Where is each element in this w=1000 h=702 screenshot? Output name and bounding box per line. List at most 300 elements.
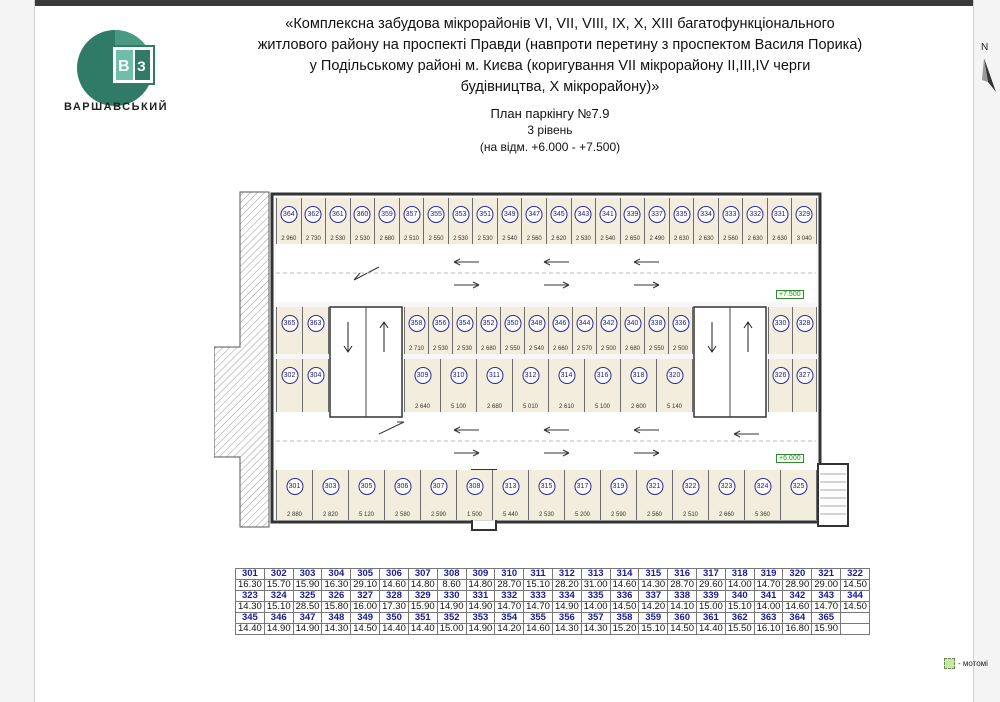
table-cell-area: 14.40 xyxy=(697,624,726,635)
parking-space-328 xyxy=(793,307,817,354)
space-number: 353 xyxy=(452,206,469,223)
table-cell-space-number: 329 xyxy=(408,591,437,602)
parking-space-309 xyxy=(405,359,441,412)
parking-space-331 xyxy=(768,198,793,244)
table-cell-area xyxy=(841,624,870,635)
table-cell-space-number: 337 xyxy=(639,591,668,602)
title-line-4: будівництва, X мікрорайону)» xyxy=(460,79,660,95)
space-width-dimension: 2 550 xyxy=(428,236,444,242)
space-width-dimension: 2 530 xyxy=(432,346,448,352)
stall-row-top xyxy=(276,198,817,244)
table-cell-area: 16.80 xyxy=(783,624,812,635)
space-number: 312 xyxy=(522,367,539,384)
parking-space-348 xyxy=(525,307,549,354)
plan-level: 3 рівень xyxy=(527,123,573,137)
parking-space-307 xyxy=(421,470,457,520)
table-cell-space-number: 326 xyxy=(322,591,351,602)
space-width-dimension: 5 120 xyxy=(358,512,374,518)
space-width-dimension: 2 660 xyxy=(718,512,734,518)
table-cell-space-number: 330 xyxy=(437,591,466,602)
parking-space-349 xyxy=(498,198,523,244)
space-number: 336 xyxy=(672,315,689,332)
space-width-dimension: 2 680 xyxy=(379,236,395,242)
space-number: 329 xyxy=(796,206,813,223)
parking-space-364 xyxy=(277,198,302,244)
table-cell-space-number: 317 xyxy=(697,569,726,580)
parking-space-321 xyxy=(637,470,673,520)
space-number: 339 xyxy=(624,206,641,223)
space-number: 327 xyxy=(796,367,813,384)
table-cell-space-number: 308 xyxy=(437,569,466,580)
space-width-dimension: 2 580 xyxy=(394,512,410,518)
table-cell-space-number: 356 xyxy=(552,613,581,624)
parking-space-355 xyxy=(424,198,449,244)
stall-row-mid-upper-right xyxy=(768,307,817,354)
legend xyxy=(944,658,988,669)
parking-space-325 xyxy=(781,470,817,520)
space-number: 328 xyxy=(796,315,813,332)
table-row-areas xyxy=(236,602,870,613)
parking-space-350 xyxy=(501,307,525,354)
space-width-dimension: 2 680 xyxy=(486,404,502,410)
table-cell-space-number: 348 xyxy=(322,613,351,624)
table-cell-space-number: 302 xyxy=(264,569,293,580)
space-number: 320 xyxy=(666,367,683,384)
stall-row-mid-lower-right xyxy=(768,359,817,412)
stall-row-bottom xyxy=(276,470,817,520)
parking-space-314 xyxy=(549,359,585,412)
space-number: 316 xyxy=(594,367,611,384)
table-cell-space-number: 347 xyxy=(293,613,322,624)
space-number: 361 xyxy=(329,206,346,223)
space-number: 350 xyxy=(504,315,521,332)
space-number: 348 xyxy=(528,315,545,332)
table-cell-area: 15.10 xyxy=(725,602,754,613)
table-cell-area: 29.00 xyxy=(812,580,841,591)
parking-space-340 xyxy=(621,307,645,354)
space-width-dimension: 2 680 xyxy=(624,346,640,352)
table-cell-space-number: 351 xyxy=(408,613,437,624)
logo-text: ВАРШАВСЬКИЙ xyxy=(63,101,169,113)
table-row-numbers xyxy=(236,613,870,624)
table-cell-area: 8.60 xyxy=(437,580,466,591)
table-cell-space-number: 333 xyxy=(524,591,553,602)
parking-space-311 xyxy=(477,359,513,412)
space-number: 304 xyxy=(307,367,324,384)
space-number: 311 xyxy=(486,367,503,384)
table-cell-area: 14.40 xyxy=(408,624,437,635)
space-number: 308 xyxy=(466,478,483,495)
parking-space-338 xyxy=(645,307,669,354)
table-cell-space-number: 361 xyxy=(697,613,726,624)
parking-space-357 xyxy=(400,198,425,244)
table-cell-space-number: 360 xyxy=(668,613,697,624)
space-width-dimension: 2 630 xyxy=(674,236,690,242)
parking-space-344 xyxy=(573,307,597,354)
table-cell-area: 14.70 xyxy=(524,602,553,613)
table-row-numbers xyxy=(236,591,870,602)
table-cell-area: 28.70 xyxy=(668,580,697,591)
parking-plan xyxy=(214,172,868,552)
parking-space-347 xyxy=(522,198,547,244)
space-width-dimension: 2 490 xyxy=(649,236,665,242)
table-cell-space-number: 303 xyxy=(293,569,322,580)
table-cell-space-number: 321 xyxy=(812,569,841,580)
parking-space-363 xyxy=(303,307,329,354)
parking-space-324 xyxy=(745,470,781,520)
table-cell-area: 14.50 xyxy=(841,580,870,591)
space-number: 343 xyxy=(575,206,592,223)
space-number: 322 xyxy=(682,478,699,495)
table-cell-area: 14.30 xyxy=(322,624,351,635)
space-number: 337 xyxy=(648,206,665,223)
space-number: 355 xyxy=(428,206,445,223)
space-width-dimension: 5 100 xyxy=(594,404,610,410)
space-number: 356 xyxy=(432,315,449,332)
space-width-dimension: 2 530 xyxy=(538,512,554,518)
parking-space-343 xyxy=(572,198,597,244)
space-number: 351 xyxy=(477,206,494,223)
table-cell-space-number: 365 xyxy=(812,613,841,624)
parking-space-317 xyxy=(565,470,601,520)
space-width-dimension: 2 590 xyxy=(430,512,446,518)
table-cell-space-number: 342 xyxy=(783,591,812,602)
table-cell-area: 14.90 xyxy=(264,624,293,635)
table-cell-space-number: 346 xyxy=(264,613,293,624)
table-cell-area: 14.60 xyxy=(610,580,639,591)
table-cell-space-number: 336 xyxy=(610,591,639,602)
parking-space-354 xyxy=(453,307,477,354)
parking-space-346 xyxy=(549,307,573,354)
table-cell-space-number: 307 xyxy=(408,569,437,580)
document-title xyxy=(200,14,920,98)
table-cell-area: 15.90 xyxy=(812,624,841,635)
space-number: 359 xyxy=(378,206,395,223)
table-cell-area: 14.90 xyxy=(466,624,495,635)
space-width-dimension: 2 510 xyxy=(682,512,698,518)
space-number: 326 xyxy=(772,367,789,384)
svg-text:З: З xyxy=(137,58,146,74)
table-cell-space-number: 309 xyxy=(466,569,495,580)
table-cell-space-number: 358 xyxy=(610,613,639,624)
space-number: 324 xyxy=(754,478,771,495)
table-cell-space-number: 314 xyxy=(610,569,639,580)
space-width-dimension: 2 630 xyxy=(747,236,763,242)
parking-space-322 xyxy=(673,470,709,520)
table-cell-space-number: 301 xyxy=(236,569,265,580)
parking-space-323 xyxy=(709,470,745,520)
space-width-dimension: 2 560 xyxy=(646,512,662,518)
table-cell-area: 14.90 xyxy=(437,602,466,613)
parking-space-339 xyxy=(621,198,646,244)
space-width-dimension: 2 610 xyxy=(558,404,574,410)
table-cell-area: 14.70 xyxy=(754,580,783,591)
table-cell-area: 14.90 xyxy=(552,602,581,613)
space-width-dimension: 1 500 xyxy=(466,512,482,518)
parking-space-352 xyxy=(477,307,501,354)
parking-space-319 xyxy=(601,470,637,520)
parking-space-332 xyxy=(743,198,768,244)
table-cell-space-number: 354 xyxy=(495,613,524,624)
table-cell-space-number: 341 xyxy=(754,591,783,602)
table-cell-area: 16.30 xyxy=(322,580,351,591)
table-cell-space-number: 306 xyxy=(380,569,409,580)
stall-row-mid-upper-left xyxy=(276,307,329,354)
table-cell-space-number: 316 xyxy=(668,569,697,580)
space-width-dimension: 2 630 xyxy=(698,236,714,242)
table-cell-space-number: 332 xyxy=(495,591,524,602)
parking-space-304 xyxy=(303,359,329,412)
table-cell-space-number: 357 xyxy=(581,613,610,624)
space-number: 357 xyxy=(403,206,420,223)
space-width-dimension: 2 730 xyxy=(305,236,321,242)
table-cell-area: 15.00 xyxy=(697,602,726,613)
table-cell-area: 28.90 xyxy=(783,580,812,591)
table-cell-space-number: 359 xyxy=(639,613,668,624)
space-width-dimension: 2 600 xyxy=(630,404,646,410)
parking-space-359 xyxy=(375,198,400,244)
table-cell-space-number: 319 xyxy=(754,569,783,580)
table-cell-space-number: 305 xyxy=(351,569,380,580)
space-number: 365 xyxy=(281,315,298,332)
table-cell-space-number: 355 xyxy=(524,613,553,624)
space-number: 323 xyxy=(718,478,735,495)
parking-space-358 xyxy=(405,307,429,354)
table-cell-space-number: 340 xyxy=(725,591,754,602)
table-cell-space-number: 322 xyxy=(841,569,870,580)
table-cell-space-number: 353 xyxy=(466,613,495,624)
space-number: 309 xyxy=(414,367,431,384)
space-width-dimension: 5 010 xyxy=(522,404,538,410)
space-number: 307 xyxy=(430,478,447,495)
space-number: 342 xyxy=(600,315,617,332)
table-cell-space-number: 335 xyxy=(581,591,610,602)
space-width-dimension: 2 640 xyxy=(414,404,430,410)
space-width-dimension: 2 530 xyxy=(354,236,370,242)
space-width-dimension: 2 590 xyxy=(610,512,626,518)
space-width-dimension: 2 530 xyxy=(330,236,346,242)
space-width-dimension: 2 500 xyxy=(672,346,688,352)
parking-space-305 xyxy=(349,470,385,520)
space-width-dimension: 2 540 xyxy=(502,236,518,242)
space-width-dimension: 2 540 xyxy=(528,346,544,352)
table-row-numbers xyxy=(236,569,870,580)
space-number: 362 xyxy=(305,206,322,223)
space-area-table xyxy=(235,568,870,635)
parking-space-308 xyxy=(457,470,493,520)
table-cell-space-number: 350 xyxy=(380,613,409,624)
space-width-dimension: 2 560 xyxy=(526,236,542,242)
table-cell-area: 14.60 xyxy=(783,602,812,613)
table-cell-area: 14.90 xyxy=(293,624,322,635)
space-width-dimension: 5 440 xyxy=(502,512,518,518)
space-number: 317 xyxy=(574,478,591,495)
table-cell-area: 14.70 xyxy=(812,602,841,613)
parking-space-306 xyxy=(385,470,421,520)
parking-space-356 xyxy=(429,307,453,354)
space-number: 315 xyxy=(538,478,555,495)
space-width-dimension: 5 140 xyxy=(666,404,682,410)
table-cell-area: 14.60 xyxy=(524,624,553,635)
level-marker-upper: +7.500 xyxy=(776,290,804,299)
table-cell-space-number: 315 xyxy=(639,569,668,580)
space-number: 349 xyxy=(501,206,518,223)
table-cell-area: 16.10 xyxy=(754,624,783,635)
parking-space-315 xyxy=(529,470,565,520)
space-number: 345 xyxy=(550,206,567,223)
space-width-dimension: 2 530 xyxy=(456,346,472,352)
space-number: 310 xyxy=(450,367,467,384)
table-cell-area: 15.90 xyxy=(408,602,437,613)
space-number: 319 xyxy=(610,478,627,495)
table-cell-area: 14.30 xyxy=(552,624,581,635)
space-number: 347 xyxy=(526,206,543,223)
space-width-dimension: 2 570 xyxy=(576,346,592,352)
table-cell-space-number: 324 xyxy=(264,591,293,602)
table-cell-space-number: 334 xyxy=(552,591,581,602)
table-row-areas xyxy=(236,624,870,635)
space-width-dimension: 2 510 xyxy=(404,236,420,242)
table-cell-area: 14.50 xyxy=(351,624,380,635)
space-number: 330 xyxy=(772,315,789,332)
table-cell-area: 29.60 xyxy=(697,580,726,591)
table-cell-area: 14.50 xyxy=(668,624,697,635)
parking-space-316 xyxy=(585,359,621,412)
stall-row-mid-lower-center xyxy=(404,359,693,412)
space-number: 313 xyxy=(502,478,519,495)
plan-title: План паркінгу №7.9 xyxy=(490,106,610,121)
space-width-dimension: 3 040 xyxy=(796,236,812,242)
stall-row-mid-upper-center xyxy=(404,307,693,354)
table-cell-area: 14.30 xyxy=(236,602,265,613)
space-number: 363 xyxy=(307,315,324,332)
table-cell-area: 31.00 xyxy=(581,580,610,591)
space-width-dimension: 2 820 xyxy=(322,512,338,518)
right-margin xyxy=(973,0,1000,702)
parking-space-301 xyxy=(277,470,313,520)
table-cell-space-number: 325 xyxy=(293,591,322,602)
space-number: 352 xyxy=(480,315,497,332)
table-cell-space-number: 349 xyxy=(351,613,380,624)
table-cell-area: 14.00 xyxy=(725,580,754,591)
parking-space-365 xyxy=(277,307,303,354)
space-number: 333 xyxy=(722,206,739,223)
space-number: 354 xyxy=(456,315,473,332)
table-cell-space-number: 345 xyxy=(236,613,265,624)
space-number: 305 xyxy=(358,478,375,495)
space-width-dimension: 2 550 xyxy=(504,346,520,352)
table-cell-space-number: 327 xyxy=(351,591,380,602)
table-cell-space-number: 318 xyxy=(725,569,754,580)
parking-space-345 xyxy=(547,198,572,244)
table-cell-area: 15.70 xyxy=(264,580,293,591)
table-cell-space-number: 320 xyxy=(783,569,812,580)
space-number: 364 xyxy=(280,206,297,223)
space-width-dimension: 2 660 xyxy=(552,346,568,352)
table-cell-area: 15.50 xyxy=(725,624,754,635)
table-cell-space-number: 323 xyxy=(236,591,265,602)
title-line-2: житлового району на проспекті Правди (навпроти перетину з проспектом Василя Порика) xyxy=(257,37,863,53)
table-cell-area: 14.50 xyxy=(610,602,639,613)
table-cell-area: 14.70 xyxy=(495,602,524,613)
parking-space-329 xyxy=(792,198,817,244)
parking-space-333 xyxy=(719,198,744,244)
space-width-dimension: 2 960 xyxy=(281,236,297,242)
north-arrow-icon xyxy=(980,40,998,100)
parking-space-335 xyxy=(670,198,695,244)
space-number: 360 xyxy=(354,206,371,223)
parking-space-326 xyxy=(769,359,793,412)
table-cell-area: 15.20 xyxy=(610,624,639,635)
table-cell-area: 14.00 xyxy=(581,602,610,613)
parking-space-303 xyxy=(313,470,349,520)
space-number: 306 xyxy=(394,478,411,495)
table-row-areas xyxy=(236,580,870,591)
table-cell-space-number: 363 xyxy=(754,613,783,624)
space-number: 346 xyxy=(552,315,569,332)
table-cell-area: 15.90 xyxy=(293,580,322,591)
space-width-dimension: 2 550 xyxy=(648,346,664,352)
stall-row-mid-lower-left xyxy=(276,359,329,412)
title-line-3: у Подільському районі м. Києва (коригування VII мікрорайону II,III,IV черги xyxy=(309,58,811,74)
parking-space-342 xyxy=(597,307,621,354)
table-cell-space-number: 343 xyxy=(812,591,841,602)
parking-space-362 xyxy=(302,198,327,244)
parking-space-353 xyxy=(449,198,474,244)
table-cell-space-number: 364 xyxy=(783,613,812,624)
parking-space-341 xyxy=(596,198,621,244)
legend-label: - мотомі xyxy=(958,659,988,668)
table-cell-area: 14.90 xyxy=(466,602,495,613)
table-cell-space-number: 344 xyxy=(841,591,870,602)
table-cell-space-number: 310 xyxy=(495,569,524,580)
table-cell-space-number: 331 xyxy=(466,591,495,602)
table-cell-area: 15.80 xyxy=(322,602,351,613)
table-cell-area: 28.70 xyxy=(495,580,524,591)
space-width-dimension: 2 650 xyxy=(624,236,640,242)
left-margin xyxy=(0,0,35,702)
space-number: 341 xyxy=(599,206,616,223)
table-cell-area: 15.10 xyxy=(524,580,553,591)
parking-space-351 xyxy=(473,198,498,244)
table-cell-area: 14.30 xyxy=(581,624,610,635)
table-cell-space-number: 339 xyxy=(697,591,726,602)
space-number: 321 xyxy=(646,478,663,495)
plan-elevation: (на відм. +6.000 - +7.500) xyxy=(479,140,621,154)
space-number: 302 xyxy=(281,367,298,384)
title-line-1: «Комплексна забудова мікрорайонів VI, VII, VIII, IX, X, XIII багатофункціонального xyxy=(285,16,835,32)
space-width-dimension: 2 880 xyxy=(286,512,302,518)
parking-space-330 xyxy=(769,307,793,354)
table-cell-space-number: 311 xyxy=(524,569,553,580)
space-width-dimension: 5 100 xyxy=(450,404,466,410)
table-cell-space-number: 304 xyxy=(322,569,351,580)
space-width-dimension: 2 530 xyxy=(453,236,469,242)
plan-subtitle xyxy=(380,105,720,156)
table-cell-area: 14.40 xyxy=(380,624,409,635)
space-number: 301 xyxy=(286,478,303,495)
table-cell-area: 14.00 xyxy=(754,602,783,613)
space-width-dimension: 5 360 xyxy=(754,512,770,518)
space-number: 332 xyxy=(747,206,764,223)
table-cell-area: 14.80 xyxy=(466,580,495,591)
table-cell-area: 15.00 xyxy=(437,624,466,635)
space-width-dimension: 2 560 xyxy=(723,236,739,242)
table-cell-space-number: 328 xyxy=(380,591,409,602)
table-cell-area: 14.30 xyxy=(639,580,668,591)
table-cell-area: 14.50 xyxy=(841,602,870,613)
logo-letters: В xyxy=(118,58,130,75)
